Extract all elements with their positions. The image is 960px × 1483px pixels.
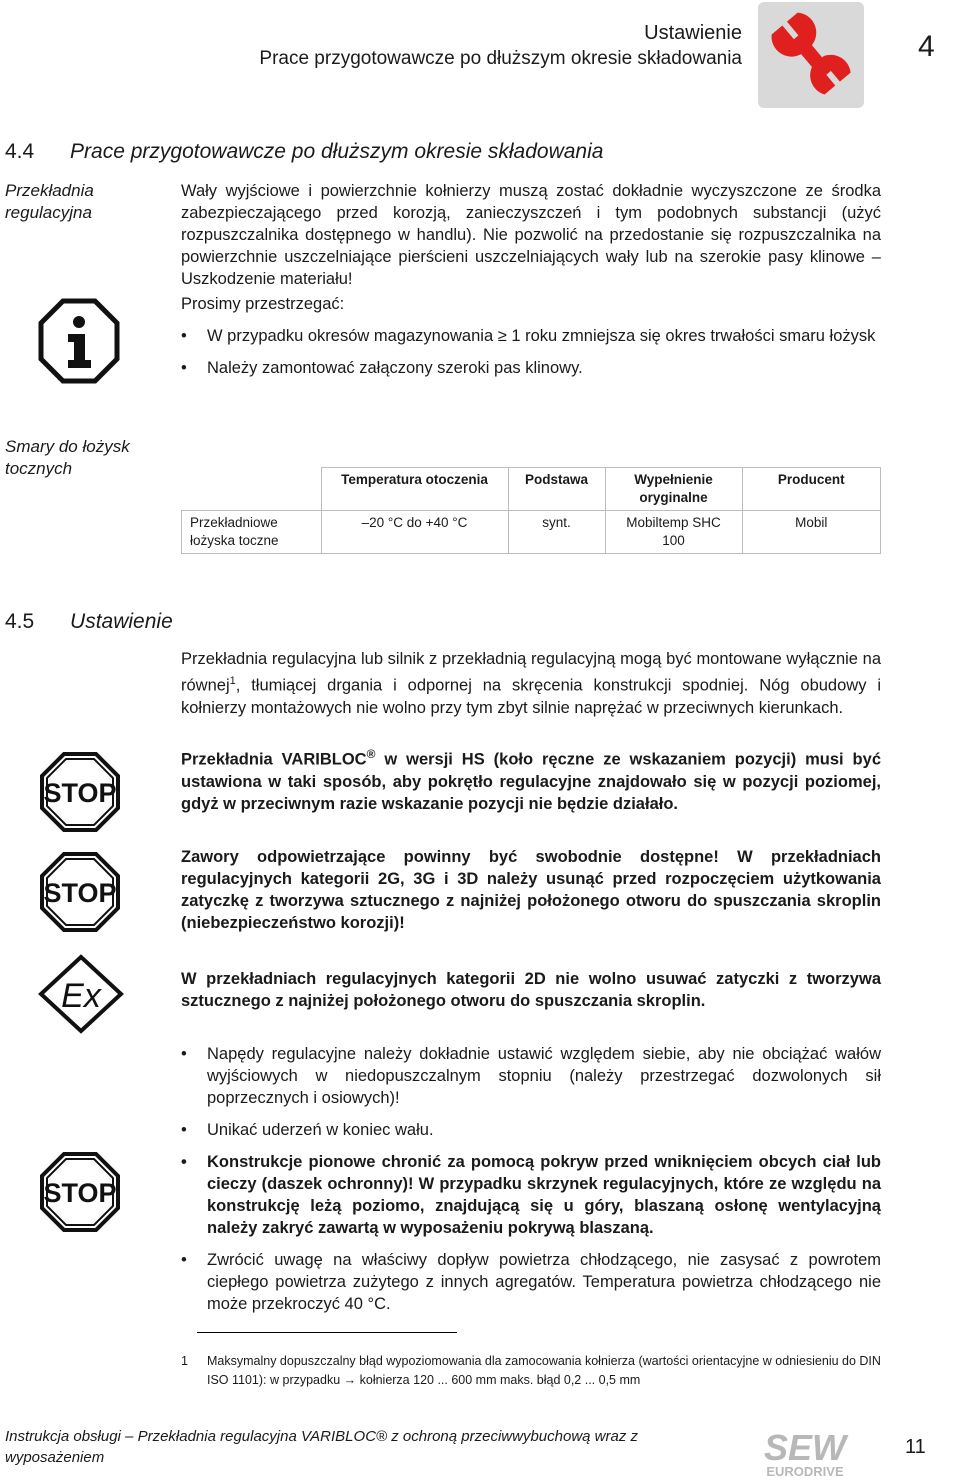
stop-notice-2: Zawory odpowietrzające powinny być swobodnie dostępne! W przekładniach regulacyjnych kategorii 2G, 3G i 3D należy usunąć przed rozpoczęciem użytkowania zatyczkę z tworzywa sztucznego z najniżej położonego otworu do spuszczania skroplin (niebezpieczeństwo korozji)! <box>181 848 881 932</box>
bullet-item: • Napędy regulacyjne należy dokładnie ustawić względem siebie, aby nie obciążać wałów wyjściowych w niedopuszczalnym stopniu (należy przestrzegać dozwolonych sił poprzecznych i osiowych)! <box>181 1043 881 1109</box>
sew-eurodrive-logo <box>750 1426 860 1483</box>
stop-sign-icon <box>40 1152 120 1237</box>
table-cell: synt. <box>508 511 605 554</box>
table-header-cell <box>182 468 322 511</box>
table-cell: Mobiltemp SHC 100 <box>605 511 742 554</box>
table-cell: –20 °C do +40 °C <box>321 511 508 554</box>
page-number: 11 <box>905 1436 926 1458</box>
table-cell: Mobil <box>742 511 881 554</box>
header-title: Ustawienie <box>644 22 742 44</box>
bullet-item: • Zwrócić uwagę na właściwy dopływ powietrza chłodzącego, nie zasysać z powrotem ciepłego powietrza zużytego z innych agregatów. Temperatura powietrza chłodzącego nie może przekroczyć 40 °C. <box>181 1249 881 1315</box>
ex-sign-icon <box>38 954 124 1039</box>
section-number: 4.5 <box>5 610 35 633</box>
table-header-cell: Podstawa <box>508 468 605 511</box>
wrench-icon <box>758 2 864 108</box>
footnote-text-part: Maksymalny dopuszczalny błąd wypoziomowania dla zamocowania kołnierza (wartości orientacyjne w odniesieniu do DIN ISO 1101): w przypadku <box>207 1354 881 1387</box>
ex-notice: W przekładniach regulacyjnych kategorii 2D nie wolno usuwać zatyczki z tworzywa sztucznego z najniżej położonego otworu do spuszczania skroplin. <box>181 970 881 1010</box>
observe-heading: Prosimy przestrzegać: <box>181 295 345 313</box>
footnote-ref: 1 <box>229 675 236 687</box>
section-heading: Ustawienie <box>70 610 173 633</box>
section-number: 4.4 <box>5 140 35 163</box>
arrow-icon: → <box>343 1373 357 1387</box>
bullet-item: • Należy zamontować załączony szeroki pas klinowy. <box>181 357 881 379</box>
footer-document-title: Instrukcja obsługi – Przekładnia regulacyjna VARIBLOC® z ochroną przeciwwybuchową wraz z wyposażeniem <box>5 1428 639 1466</box>
footnote-text-part: kołnierza 120 ... 600 mm maks. błąd 0,2 ... 0,5 mm <box>356 1373 641 1387</box>
storage-bullets <box>181 325 881 389</box>
cleaning-paragraph: Wały wyjściowe i powierzchnie kołnierzy muszą zostać dokładnie wyczyszczone ze środka zabezpieczającego przed korozją, zanieczyszczeń i tym podobnych substancji (użyć rozpuszczalnika dostępnego w handlu). Nie pozwolić na przedostanie się rozpuszczalnika na powierzchnie uszczelniające pierścieni uszczelniających wały lub na szerokie pasy klinowe – Uszkodzenie materiału! <box>181 182 881 288</box>
table-header-cell: Producent <box>742 468 881 511</box>
paragraph-text: Przekładnia regulacyjna lub silnik z przekładnią regulacyjną mogą być montowane wyłącznie na równej <box>181 650 881 695</box>
ex-label: Ex <box>61 977 101 1015</box>
side-label-grease: Smary do łożysk tocznych <box>5 437 130 478</box>
notice-text: Przekładnia VARIBLOC <box>181 750 367 769</box>
bullet-item: • Konstrukcje pionowe chronić za pomocą pokryw przed wniknięciem obcych ciał lub cieczy (daszek ochronny)! W przypadku skrzynek regulacyjnych, które ze względu na konstrukcję leżą poziomo, znajdującą się u góry, blaszaną osłonę wentylacyjną należy zakryć zawartą w wyposażeniu pokrywą blaszaną. <box>181 1151 881 1239</box>
stop-label: STOP <box>43 878 117 908</box>
section-4-4-title <box>5 140 603 164</box>
stop-sign-icon <box>40 852 120 937</box>
section-4-5-title <box>5 610 173 634</box>
installation-bullets <box>181 1043 881 1325</box>
stop-sign-icon <box>40 752 120 837</box>
table-header-cell: Temperatura otoczenia <box>321 468 508 511</box>
side-label-gear: Przekładnia regulacyjna <box>5 181 94 222</box>
logo-bottom: EURODRIVE <box>766 1464 844 1478</box>
notice-text: w wersji HS (koło ręczne ze wskazaniem pozycji) musi być ustawiona w taki sposób, aby pokrętło regulacyjne znajdowało się w pozycji poziomej, gdyż w przeciwnym razie wskazanie pozycji nie będzie działało. <box>181 750 881 813</box>
paragraph-text: , tłumiącej drgania i odpornej na skręcenia konstrukcji spodniej. Nóg obudowy i kołnierzy montażowych nie wolno przy tym zbyt silnie naprężać w przeciwnych kierunkach. <box>181 676 881 717</box>
footnote-number: 1 <box>181 1354 188 1368</box>
table-cell: Przekładniowe łożyska toczne <box>182 511 322 554</box>
footnote-separator <box>197 1332 457 1333</box>
stop-label: STOP <box>43 1178 117 1208</box>
mounting-paragraph <box>181 648 881 719</box>
bullet-item: • W przypadku okresów magazynowania ≥ 1 roku zmniejsza się okres trwałości smaru łożysk <box>181 325 881 347</box>
grease-table <box>181 467 881 554</box>
table-row <box>182 511 881 554</box>
header-subtitle: Prace przygotowawcze po dłuższym okresie składowania <box>259 48 742 69</box>
stop-label: STOP <box>43 778 117 808</box>
table-header-cell: Wypełnienie oryginalne <box>605 468 742 511</box>
info-icon <box>38 298 120 389</box>
stop-notice-1 <box>181 743 881 815</box>
bullet-item: • Unikać uderzeń w koniec wału. <box>181 1119 881 1141</box>
registered-mark: ® <box>366 747 376 761</box>
logo-top: SEW <box>763 1427 847 1468</box>
chapter-number: 4 <box>918 30 935 63</box>
section-heading: Prace przygotowawcze po dłuższym okresie składowania <box>70 140 604 163</box>
footnote <box>181 1352 881 1390</box>
table-header-row <box>182 468 881 511</box>
footnote-text <box>207 1352 881 1390</box>
